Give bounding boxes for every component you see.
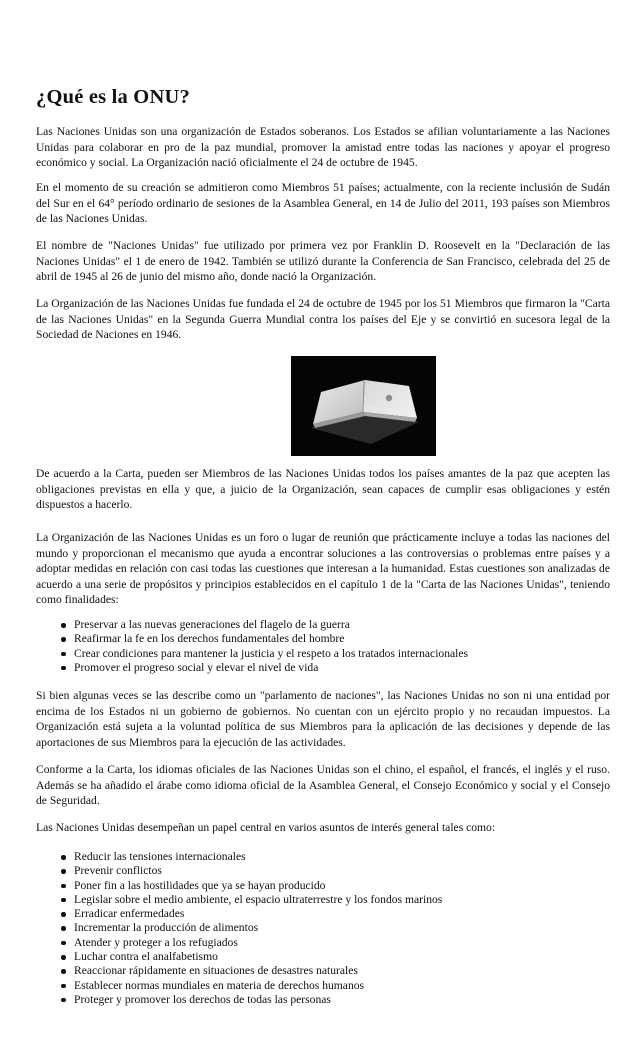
paragraph-forum: La Organización de las Naciones Unidas es un foro o lugar de reunión que prácticamente incluye a todas las naciones del mundo y proporcionan el mecanismo que ayuda a encontrar soluciones a las controversias o problemas entre países y a adoptar medidas en relación con casi todas las cuestiones que interesan a la humanidad. Estas cuestiones son analizadas de acuerdo a una serie de propósitos y principios establecidos en el capítulo 1 de la "Carta de las Naciones Unidas", teniendo como finalidades: — [36, 531, 610, 607]
list-item: Promover el progreso social y elevar el nivel de vida — [36, 661, 468, 675]
paragraph-foundation: La Organización de las Naciones Unidas fue fundada el 24 de octubre de 1945 por los 51 Miembros que firmaron la "Carta de las Naciones Unidas" en la Segunda Guerra Mundial contra los países del Eje y se convirtió en sucesora legal de la Sociedad de Naciones en 1946. — [36, 297, 610, 342]
list-item: Erradicar enfermedades — [36, 907, 442, 921]
paragraph-central-role: Las Naciones Unidas desempeñan un papel central en varios asuntos de interés general tales como: — [36, 821, 496, 834]
paragraph-parliament: Si bien algunas veces se las describe como un "parlamento de naciones", las Naciones Unidas no son ni una entidad por encima de los Estados ni un gobierno de gobiernos. No cuentan con un ejército propio y no recaudan impuestos. La Organización está sujeta a la voluntad política de sus Miembros para la aplicación de las decisiones y depende de las aportaciones de sus Miembros para la ejecución de las actividades. — [36, 689, 610, 749]
paragraph-membership: De acuerdo a la Carta, pueden ser Miembros de las Naciones Unidas todos los países amantes de la paz que acepten las obligaciones previstas en ella y que, a juicio de la Organización, sean capaces de cumplir esas obligaciones y estén dispuestos a hacerlo. — [36, 467, 610, 512]
paragraph-languages: Conforme a la Carta, los idiomas oficiales de las Naciones Unidas son el chino, el español, el francés, el inglés y el ruso. Además se ha añadido el árabe como idioma oficial de la Asamblea General, el Consejo Económico y social y el Consejo de Seguridad. — [36, 763, 610, 808]
page-title: ¿Qué es la ONU? — [36, 86, 190, 108]
list-item: Preservar a las nuevas generaciones del flagelo de la guerra — [36, 618, 468, 632]
list-item: Poner fin a las hostilidades que ya se hayan producido — [36, 879, 442, 893]
paragraph-members: En el momento de su creación se admitieron como Miembros 51 países; actualmente, con la reciente inclusión de Sudán del Sur en el 64° período ordinario de sesiones de la Asamblea General, en 14 de Julio del 2011, 193 países son Miembros de las Naciones Unidas. — [36, 181, 610, 226]
list-item: Prevenir conflictos — [36, 864, 442, 878]
charter-book-photo — [291, 356, 436, 456]
list-item: Legislar sobre el medio ambiente, el espacio ultraterrestre y los fondos marinos — [36, 893, 442, 907]
issues-list — [36, 850, 442, 1007]
purposes-list — [36, 618, 468, 675]
list-item: Atender y proteger a los refugiados — [36, 936, 442, 950]
list-item: Establecer normas mundiales en materia de derechos humanos — [36, 979, 442, 993]
list-item: Incrementar la producción de alimentos — [36, 921, 442, 935]
list-item: Crear condiciones para mantener la justicia y el respeto a los tratados internacionales — [36, 647, 468, 661]
paragraph-intro: Las Naciones Unidas son una organización de Estados soberanos. Los Estados se afilian voluntariamente a las Naciones Unidas para colaborar en pro de la paz mundial, promover la amistad entre todas las naciones y apoyar el progreso económico y social. La Organización nació oficialmente el 24 de octubre de 1945. — [36, 125, 610, 170]
list-item: Luchar contra el analfabetismo — [36, 950, 442, 964]
list-item: Reducir las tensiones internacionales — [36, 850, 442, 864]
paragraph-name-origin: El nombre de "Naciones Unidas" fue utilizado por primera vez por Franklin D. Roosevelt en la "Declaración de las Naciones Unidas" el 1 de enero de 1942. También se utilizó durante la Conferencia de San Francisco, celebrada del 25 de abril de 1945 al 26 de junio del mismo año, donde nació la Organización. — [36, 239, 610, 284]
list-item: Reafirmar la fe en los derechos fundamentales del hombre — [36, 632, 468, 646]
list-item: Proteger y promover los derechos de todas las personas — [36, 993, 442, 1007]
list-item: Reaccionar rápidamente en situaciones de desastres naturales — [36, 964, 442, 978]
open-book-image — [291, 356, 436, 456]
